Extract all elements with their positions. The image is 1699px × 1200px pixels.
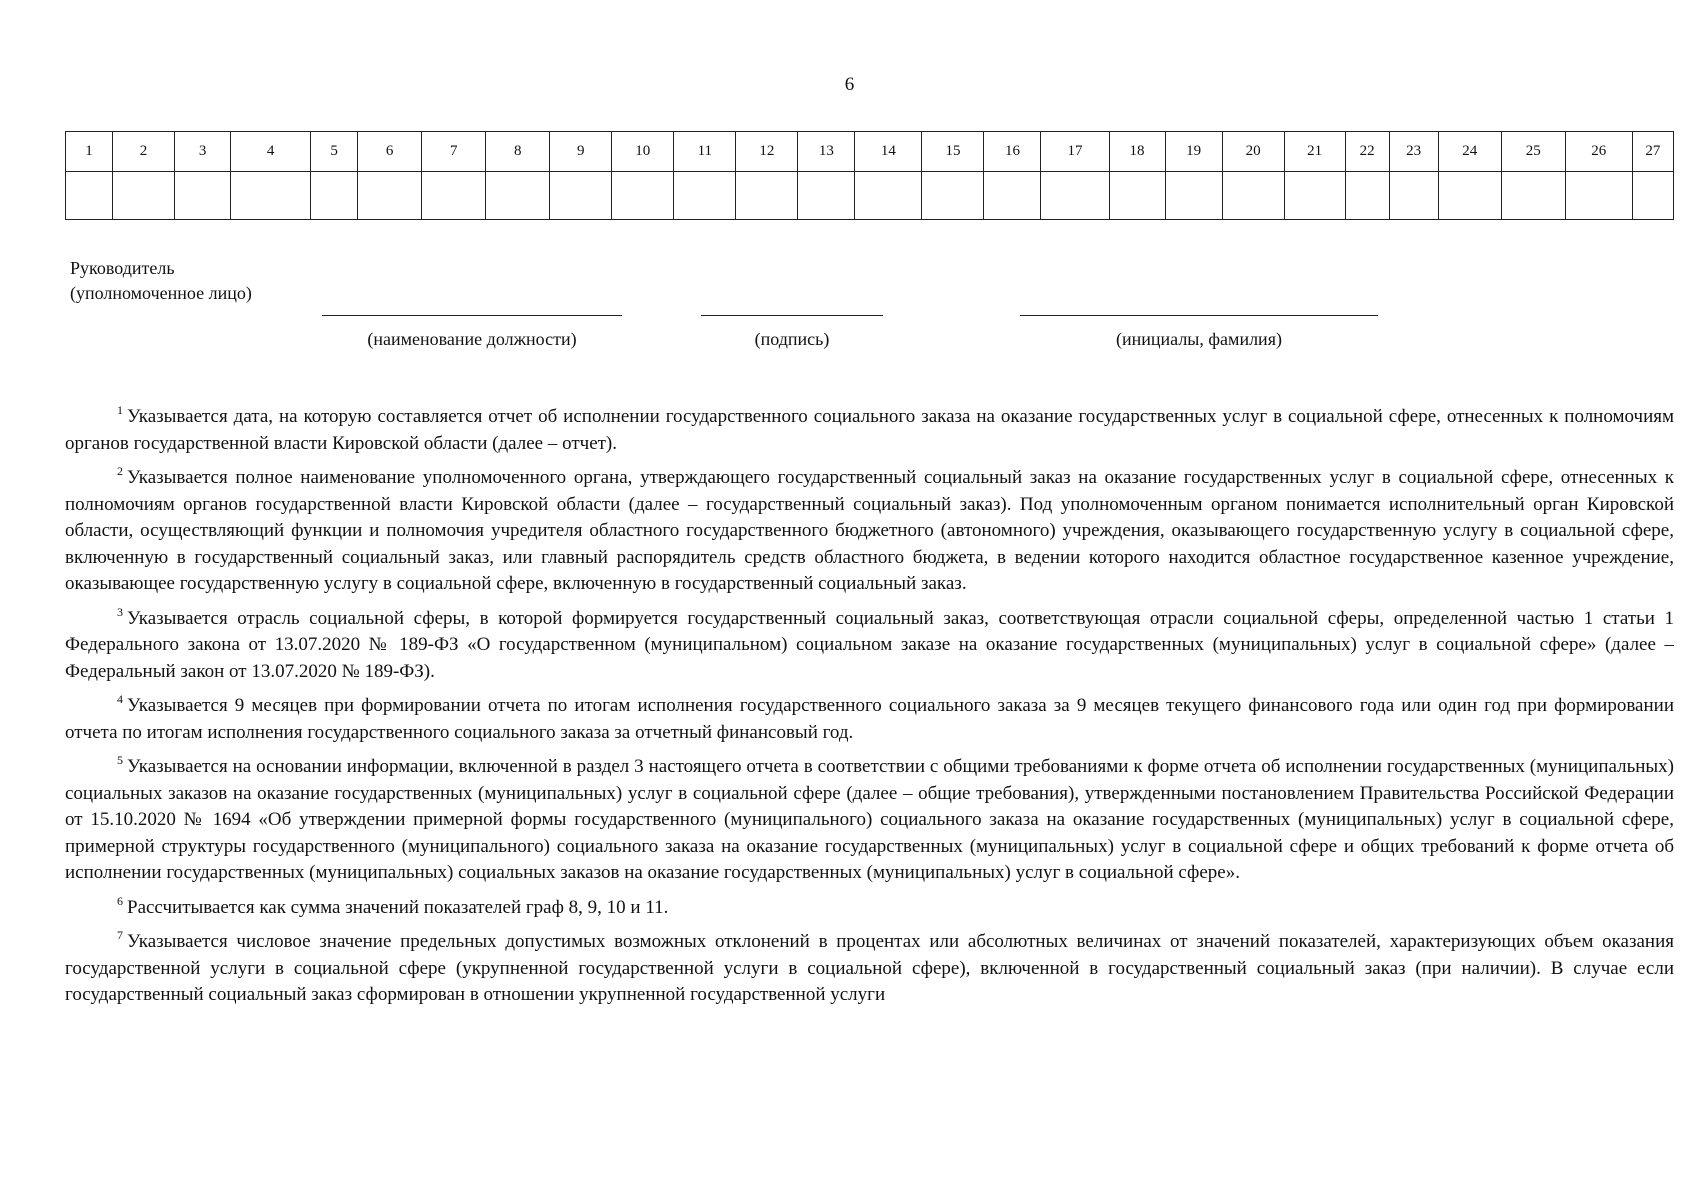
footnote — [65, 895, 1674, 922]
empty-cell — [175, 172, 231, 220]
name-signature-line — [1020, 315, 1378, 316]
footnote-mark: 1 — [117, 404, 123, 417]
empty-cell — [736, 172, 798, 220]
empty-cell — [231, 172, 311, 220]
footnote-mark: 4 — [117, 692, 123, 706]
column-number-cell: 10 — [612, 132, 674, 172]
footnote-text: Указывается отрасль социальной сферы, в которой формируется государственный социальный заказ, соответствующая отрасли социальной сферы, определенной частью 1 статьи 1 Федерального закона от 13.07.2020 № 189-ФЗ «О государственном (муниципальном) социальном заказе на оказание государственных (муниципальных) услуг в социальной сфере» (далее – Федеральный закон от 13.07.2020 № 189-ФЗ). — [65, 607, 1674, 682]
signatory-subtitle: (уполномоченное лицо) — [70, 283, 252, 303]
empty-cell — [1565, 172, 1632, 220]
empty-cell — [550, 172, 612, 220]
empty-cell — [66, 172, 113, 220]
column-number-cell: 25 — [1501, 132, 1565, 172]
empty-data-row — [66, 172, 1674, 220]
footnote — [65, 404, 1674, 457]
empty-cell — [984, 172, 1041, 220]
empty-cell — [1109, 172, 1165, 220]
footnote-text: Указывается на основании информации, включенной в раздел 3 настоящего отчета в соответствии с общими требованиями к форме отчета об исполнении государственных (муниципальных) социальных заказов на оказание государственных (муниципальных) услуг в социальной сфере (далее – общие требования), утвержденными постановлением Правительства Российской Федерации от 15.10.2020 № 1694 «Об утверждении примерной формы государственного (муниципального) социального заказа на оказание государственных (муниципальных) услуг в социальной сфере, примерной структуры государственного (муниципального) социального заказа на оказание государственных (муниципальных) услуг в социальной сфере и общих требований к форме отчета об исполнении государственных (муниципальных) социальных заказов на оказание государственных (муниципальных) услуг в социальной сфере». — [65, 756, 1674, 883]
column-number-cell: 26 — [1565, 132, 1632, 172]
empty-cell — [1222, 172, 1284, 220]
empty-cell — [113, 172, 175, 220]
column-number-cell: 21 — [1284, 132, 1345, 172]
footnotes-section — [65, 404, 1674, 1194]
footnote-mark: 7 — [117, 928, 123, 942]
position-signature-line — [322, 315, 622, 316]
empty-cell — [1438, 172, 1501, 220]
column-number-cell: 1 — [66, 132, 113, 172]
empty-cell — [1501, 172, 1565, 220]
footnote — [65, 693, 1674, 746]
column-number-cell: 17 — [1041, 132, 1109, 172]
footnote-mark: 5 — [117, 753, 123, 767]
footnote — [65, 465, 1674, 598]
column-number-cell: 24 — [1438, 132, 1501, 172]
footnote-text: Указывается 9 месяцев при формировании отчета по итогам исполнения государственного социального заказа за 9 месяцев текущего финансового года или один год при формировании отчета по итогам исполнения государственного социального заказа за отчетный финансовый год. — [65, 695, 1674, 743]
footnote — [65, 606, 1674, 686]
column-number-cell: 6 — [358, 132, 422, 172]
column-number-cell: 12 — [736, 132, 798, 172]
footnote-text: Указывается полное наименование уполномоченного органа, утверждающего государственный социальный заказ на оказание государственных услуг в социальной сфере, отнесенных к полномочиям органов государственной власти Кировской области (далее – государственный социальный заказ). Под уполномоченным органом понимается исполнительный орган Кировской области, осуществляющий функции и полномочия учредителя областного государственного бюджетного (автономного) учреждения, оказывающего государственную услугу в социальной сфере, включенную в государственный социальный заказ, или главный распорядитель средств областного бюджета, в ведении которого находится областное государственное казенное учреждение, оказывающее государственную услугу в социальной сфере, включенную в государственный социальный заказ. — [65, 467, 1674, 594]
signature-line — [701, 315, 883, 316]
empty-cell — [1389, 172, 1438, 220]
footnote-text: Рассчитывается как сумма значений показателей граф 8, 9, 10 и 11. — [127, 896, 669, 918]
position-caption: (наименование должности) — [367, 329, 577, 349]
footnote-mark: 3 — [117, 604, 123, 619]
column-number-cell: 18 — [1109, 132, 1165, 172]
column-number-cell: 7 — [422, 132, 486, 172]
empty-cell — [486, 172, 550, 220]
empty-cell — [311, 172, 358, 220]
column-number-cell: 11 — [674, 132, 736, 172]
column-number-cell: 14 — [855, 132, 922, 172]
footnote — [65, 929, 1674, 1009]
column-number-cell: 20 — [1222, 132, 1284, 172]
column-number-cell: 22 — [1345, 132, 1389, 172]
empty-cell — [1165, 172, 1222, 220]
column-number-cell: 8 — [486, 132, 550, 172]
column-number-cell: 2 — [113, 132, 175, 172]
name-caption: (инициалы, фамилия) — [1116, 329, 1282, 349]
empty-cell — [1041, 172, 1109, 220]
signatory-title: Руководитель — [70, 258, 175, 278]
column-number-row — [66, 132, 1674, 172]
column-number-cell: 9 — [550, 132, 612, 172]
column-number-cell: 27 — [1632, 132, 1673, 172]
empty-cell — [674, 172, 736, 220]
footnote-text: Указывается дата, на которую составляется отчет об исполнении государственного социального заказа на оказание государственных услуг в социальной сфере, отнесенных к полномочиям органов государственной власти Кировской области (далее – отчет). — [65, 406, 1674, 454]
empty-cell — [422, 172, 486, 220]
empty-cell — [1345, 172, 1389, 220]
column-number-cell: 4 — [231, 132, 311, 172]
column-number-cell: 13 — [798, 132, 855, 172]
column-number-cell: 23 — [1389, 132, 1438, 172]
signatory-label — [70, 256, 252, 306]
column-number-cell: 15 — [922, 132, 984, 172]
page-number: 6 — [844, 74, 855, 95]
footnote-mark: 2 — [117, 464, 123, 478]
empty-cell — [358, 172, 422, 220]
column-number-cell: 5 — [311, 132, 358, 172]
column-number-cell: 16 — [984, 132, 1041, 172]
empty-cell — [922, 172, 984, 220]
empty-cell — [798, 172, 855, 220]
column-number-cell: 3 — [175, 132, 231, 172]
footnote — [65, 754, 1674, 887]
footnote-text: Указывается числовое значение предельных допустимых возможных отклонений в процентах или абсолютных величинах от значений показателей, характеризующих объем оказания государственной услуги в социальной сфере (укрупненной государственной услуги в социальной сфере), включенной в государственный социальный заказ (при наличии). В случае если государственный социальный заказ сформирован в отношении укрупненной государственной услуги — [65, 931, 1674, 1005]
empty-cell — [1284, 172, 1345, 220]
empty-cell — [612, 172, 674, 220]
empty-cell — [855, 172, 922, 220]
footnote-mark: 6 — [117, 893, 123, 908]
column-number-table — [65, 131, 1674, 220]
empty-cell — [1632, 172, 1673, 220]
column-number-cell: 19 — [1165, 132, 1222, 172]
signature-caption: (подпись) — [754, 329, 830, 349]
